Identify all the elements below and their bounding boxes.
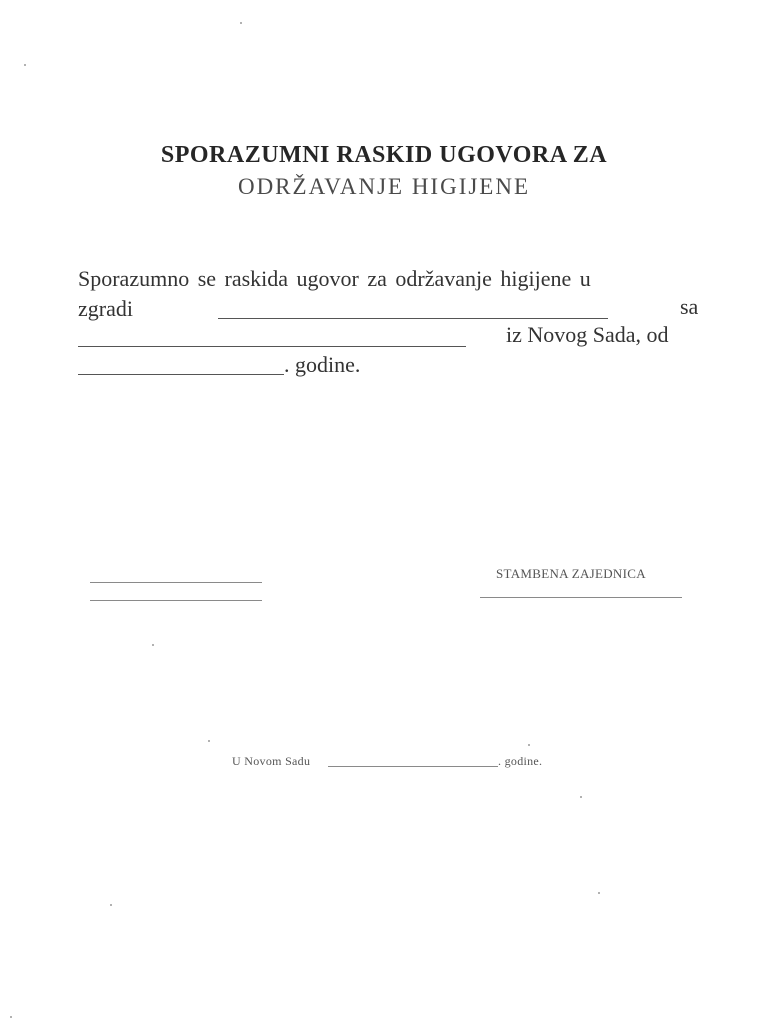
date-blank bbox=[78, 374, 284, 375]
right-signature-line bbox=[480, 597, 682, 598]
scan-speck bbox=[208, 740, 210, 742]
scan-speck bbox=[110, 904, 112, 906]
scan-speck bbox=[528, 744, 530, 746]
scan-speck bbox=[152, 644, 154, 646]
left-signature-line-1 bbox=[90, 582, 262, 583]
footer-date-blank bbox=[328, 766, 498, 767]
body-godine-label: . godine. bbox=[284, 352, 361, 377]
body-line-1: Sporazumno se raskida ugovor za održavanje higijene u bbox=[78, 266, 591, 291]
footer-place-label: U Novom Sadu bbox=[232, 754, 311, 768]
scan-speck bbox=[240, 22, 242, 24]
scan-speck bbox=[598, 892, 600, 894]
body-iz-novog-sada-label: iz Novog Sada, od bbox=[506, 322, 669, 347]
scan-speck bbox=[10, 1016, 12, 1018]
document-title-line-1: SPORAZUMNI RASKID UGOVORA ZA bbox=[160, 142, 608, 168]
building-address-blank bbox=[218, 318, 608, 319]
body-zgradi-label: zgradi bbox=[78, 296, 133, 321]
document-title-line-2: ODRŽAVANJE HIGIJENE bbox=[237, 174, 531, 199]
scan-speck bbox=[580, 796, 582, 798]
stambena-zajednica-label: STAMBENA ZAJEDNICA bbox=[496, 566, 646, 581]
party-name-blank bbox=[78, 346, 466, 347]
footer-godine-label: . godine. bbox=[498, 754, 543, 768]
scan-speck bbox=[24, 64, 26, 66]
left-signature-line-2 bbox=[90, 600, 262, 601]
body-sa-label: sa bbox=[680, 294, 699, 319]
